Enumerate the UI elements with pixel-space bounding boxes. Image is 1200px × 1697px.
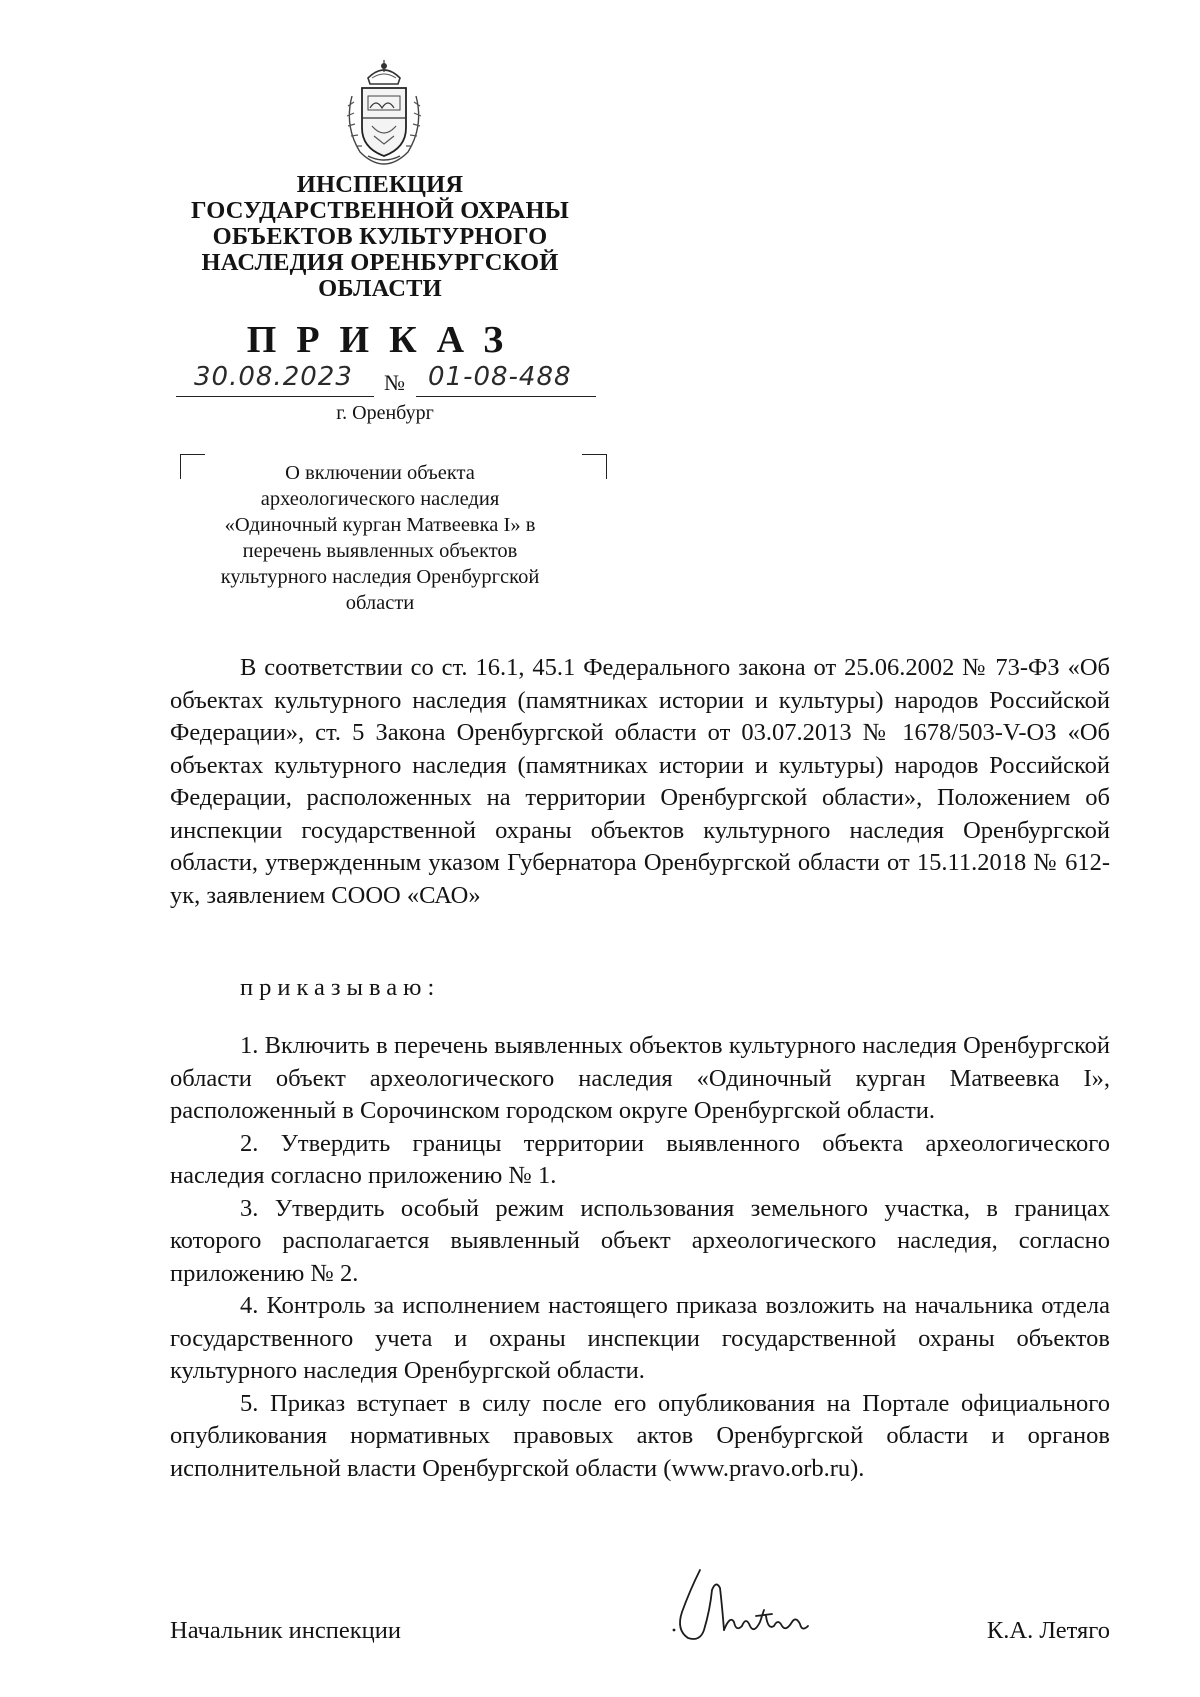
order-item: 1. Включить в перечень выявленных объектов культурного наследия Оренбургской области объект археологического наследия «Одиночный курган Матвеевка I», расположенный в Сорочинском городском округе Оренбургской области. bbox=[170, 1032, 1110, 1124]
handwritten-signature bbox=[660, 1560, 840, 1650]
order-items bbox=[170, 1030, 1110, 1485]
subject-line: культурного наследия Оренбургской bbox=[220, 566, 540, 588]
subject-line: археологического наследия bbox=[260, 488, 500, 510]
order-item: 3. Утвердить особый режим использования земельного участка, в границах которого располагается выявленный объект археологического наследия, согласно приложению № 2. bbox=[170, 1194, 1110, 1287]
date-number-line bbox=[176, 362, 596, 400]
agency-line: ГОСУДАРСТВЕННОЙ ОХРАНЫ bbox=[191, 197, 569, 224]
order-word: приказываю: bbox=[240, 974, 441, 1001]
subject-line: перечень выявленных объектов bbox=[242, 540, 518, 562]
subject-block bbox=[180, 460, 580, 616]
agency-line: ОБЪЕКТОВ КУЛЬТУРНОГО bbox=[212, 223, 548, 250]
handwritten-date: 30.08.2023 bbox=[194, 362, 353, 392]
number-sign: № bbox=[384, 370, 405, 395]
agency-name bbox=[180, 172, 580, 302]
subject-line: О включении объекта bbox=[285, 462, 475, 484]
document-type-title: ПРИКАЗ bbox=[246, 319, 524, 361]
agency-line: ОБЛАСТИ bbox=[318, 275, 442, 302]
signatory-name: К.А. Летяго bbox=[986, 1617, 1110, 1644]
subject-line: «Одиночный курган Матвеевка I» в bbox=[224, 514, 536, 536]
preamble-paragraph: В соответствии со ст. 16.1, 45.1 Федерального закона от 25.06.2002 № 73-ФЗ «Об объектах культурного наследия (памятниках истории и культуры) народов Российской Федерации», ст. 5 Закона Оренбургской области от 03.07.2013 № 1678/503-V-ОЗ «Об объектах культурного наследия (памятниках истории и культуры) народов Российской Федерации, расположенных на территории Оренбургской области», Положением об инспекции государственной охраны объектов культурного наследия Оренбургской области, утвержденным указом Губернатора Оренбургской области от 15.11.2018 № 612-ук, заявлением СООО «САО» bbox=[170, 654, 1110, 909]
agency-line: ИНСПЕКЦИЯ bbox=[296, 171, 464, 198]
coat-of-arms-icon bbox=[338, 56, 430, 168]
subject-bracket-right bbox=[582, 454, 607, 479]
preamble-block bbox=[170, 652, 1110, 912]
order-item: 5. Приказ вступает в силу после его опубликования на Портале официального опубликования нормативных правовых актов Оренбургской области и органов исполнительной власти Оренбургской области (www.pravo.orb.ru). bbox=[170, 1389, 1110, 1482]
signatory-role: Начальник инспекции bbox=[170, 1617, 401, 1644]
subject-line: области bbox=[345, 592, 415, 614]
agency-line: НАСЛЕДИЯ ОРЕНБУРГСКОЙ bbox=[201, 249, 559, 276]
handwritten-number: 01-08-488 bbox=[428, 362, 572, 392]
order-item: 4. Контроль за исполнением настоящего приказа возложить на начальника отдела государственного учета и охраны инспекции государственной охраны объектов культурного наследия Оренбургской области. bbox=[170, 1292, 1110, 1384]
order-item: 2. Утвердить границы территории выявленного объекта археологического наследия согласно приложению № 1. bbox=[170, 1129, 1110, 1189]
date-underline bbox=[176, 396, 374, 397]
number-underline bbox=[416, 396, 596, 397]
city-label: г. Оренбург bbox=[336, 402, 434, 424]
